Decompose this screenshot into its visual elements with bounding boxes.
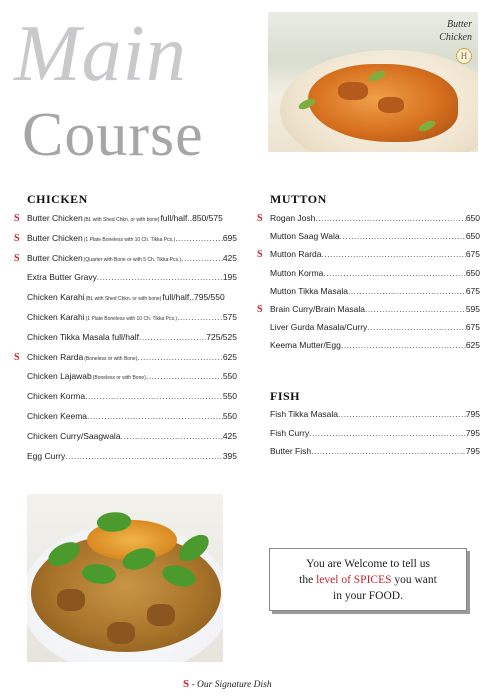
signature-mark: S — [257, 249, 263, 261]
curry-bowl-photo — [27, 494, 223, 662]
item-price: 395 — [222, 450, 237, 461]
item-name: Extra Butter Gravy — [27, 272, 97, 283]
menu-item — [27, 431, 237, 445]
menu-title-main: Main — [14, 10, 187, 98]
item-note: (BL with Shed Chkn. or with bone) — [83, 217, 160, 223]
menu-item — [27, 312, 237, 326]
notice-line-2-pre: the — [299, 574, 317, 586]
item-price: 650 — [465, 231, 480, 242]
item-price: 550 — [222, 391, 237, 402]
item-price: 595 — [465, 304, 480, 314]
menu-item — [27, 371, 237, 385]
item-price: 425 — [222, 252, 237, 263]
dot-leader — [323, 268, 465, 278]
mutton-section — [257, 192, 480, 362]
menu-item — [270, 409, 480, 423]
item-name: Fish Curry — [270, 427, 310, 438]
item-name: Chicken Rarda — [27, 351, 84, 362]
chicken-section-title: CHICKEN — [27, 192, 88, 206]
item-price: 195 — [222, 272, 237, 283]
item-name: Chicken Tikka Masala full/half — [27, 331, 139, 342]
item-price: 795 — [465, 446, 480, 456]
item-name: Chicken Korma — [27, 391, 86, 402]
notice-line-3: in your FOOD. — [333, 590, 403, 602]
meat-piece — [107, 622, 135, 644]
menu-item — [257, 213, 480, 227]
dot-leader — [322, 249, 466, 259]
item-name: Chicken Lajawab — [27, 371, 92, 382]
signature-mark: S — [257, 304, 263, 315]
item-price: 650 — [465, 267, 480, 278]
caption-line-2: Chicken — [439, 32, 472, 43]
item-note: (Boneless or with Bone) — [84, 355, 138, 362]
item-note: (Boneless or with Bone) — [92, 375, 146, 382]
dot-leader — [315, 213, 465, 223]
dot-leader — [87, 411, 223, 421]
dot-leader — [365, 304, 466, 314]
menu-item — [14, 252, 237, 267]
meat-piece — [57, 589, 85, 611]
mutton-section-title: MUTTON — [270, 192, 327, 206]
item-price: 795 — [465, 409, 480, 419]
menu-item — [27, 332, 237, 346]
dot-leader — [65, 451, 223, 461]
menu-item — [270, 268, 480, 282]
dot-leader — [309, 428, 466, 438]
dot-leader — [139, 332, 206, 342]
dot-leader — [175, 233, 223, 243]
item-name: Liver Gurda Masala/Curry — [270, 322, 368, 333]
item-name: Butter Chicken — [27, 213, 83, 223]
item-name: Mutton Saag Wala — [270, 231, 340, 242]
item-price: 725/525 — [206, 331, 237, 342]
item-price: 795 — [465, 427, 480, 438]
menu-item — [27, 292, 237, 306]
item-name: Mutton Korma — [270, 267, 324, 278]
menu-item — [27, 411, 237, 425]
dot-leader — [146, 371, 223, 381]
menu-item — [257, 249, 480, 263]
signature-mark: S — [14, 252, 20, 264]
notice-highlight: level of SPICES — [316, 574, 392, 586]
menu-item — [270, 286, 480, 300]
menu-item — [270, 428, 480, 442]
item-name: Chicken Karahi — [27, 312, 85, 322]
chicken-section — [14, 192, 237, 482]
dot-leader — [181, 253, 223, 263]
item-name: Rogan Josh — [270, 213, 316, 223]
signature-mark: S — [183, 678, 190, 690]
item-name: Butter Fish — [270, 446, 312, 456]
notice-line-2-post: you want — [391, 574, 437, 586]
dot-leader — [121, 431, 223, 441]
spice-level-notice — [269, 548, 467, 611]
signature-mark: S — [257, 213, 263, 224]
menu-item — [14, 213, 237, 227]
menu-item — [27, 272, 237, 286]
dot-leader — [97, 272, 223, 282]
chicken-piece — [338, 82, 368, 100]
menu-title-course: Course — [22, 101, 204, 169]
dot-leader — [137, 352, 222, 362]
item-price: 675 — [465, 249, 480, 260]
signature-mark: S — [14, 232, 20, 244]
menu-item — [270, 446, 480, 460]
item-price: 650 — [465, 213, 480, 223]
item-name: Egg Curry — [27, 450, 66, 461]
item-price: 550 — [222, 411, 237, 421]
logo-badge: H — [456, 48, 472, 64]
photo-caption — [412, 18, 472, 64]
butter-chicken-photo — [268, 12, 478, 152]
item-name: Chicken Karahi — [27, 292, 85, 303]
fish-section — [270, 389, 480, 469]
menu-item — [14, 232, 237, 247]
menu-item — [270, 340, 480, 354]
menu-item — [14, 351, 237, 366]
dot-leader — [341, 340, 466, 350]
item-price: 550 — [222, 371, 237, 382]
item-portion: full/half.. — [162, 292, 194, 303]
menu-item — [27, 451, 237, 465]
dot-leader — [177, 312, 223, 322]
signature-legend — [183, 678, 333, 692]
item-price: 575 — [222, 312, 237, 322]
item-price: 695 — [222, 232, 237, 243]
item-note: (BL with Shed Chkn. or with bone) — [85, 296, 162, 303]
dot-leader — [338, 409, 466, 419]
item-name: Butter Chicken — [27, 232, 83, 243]
item-name: Butter Chicken — [27, 252, 83, 263]
item-name: Chicken Curry/Saagwala — [27, 430, 121, 441]
menu-item — [257, 304, 480, 318]
item-price: 625 — [465, 340, 480, 351]
dot-leader — [348, 286, 466, 296]
item-name: Fish Tikka Masala — [270, 409, 339, 419]
menu-item — [27, 391, 237, 405]
signature-mark: S — [14, 213, 20, 224]
item-portion: full/half.. — [160, 213, 193, 223]
item-note: (1 Plate Boneless with 10 Ch. Tikka Pcs.) — [83, 236, 176, 243]
caption-line-1: Butter — [447, 19, 472, 30]
signature-mark: S — [14, 351, 20, 363]
menu-item — [270, 322, 480, 336]
dot-leader — [311, 446, 466, 456]
item-name: Chicken Keema — [27, 411, 88, 421]
item-name: Mutton Tikka Masala — [270, 285, 348, 296]
notice-line-2 — [270, 572, 466, 588]
item-price: 795/550 — [193, 292, 225, 303]
item-price: 675 — [465, 285, 480, 296]
item-price: 675 — [465, 322, 480, 333]
item-note: (1 Plate Boneless with 10 Ch. Tikka Pcs.) — [85, 316, 178, 322]
menu-item — [270, 231, 480, 245]
item-name: Keema Mutter/Egg — [270, 340, 341, 351]
dot-leader — [340, 231, 466, 241]
item-price: 850/575 — [192, 213, 223, 223]
meat-piece — [147, 604, 175, 626]
item-price: 625 — [222, 351, 237, 362]
dot-leader — [85, 391, 223, 401]
item-name: Mutton Rarda — [270, 249, 322, 260]
item-name: Brain Curry/Brain Masala — [270, 304, 365, 314]
dot-leader — [367, 322, 466, 332]
notice-line-1: You are Welcome to tell us — [306, 558, 430, 570]
item-price: 425 — [222, 430, 237, 441]
chicken-piece — [378, 97, 404, 113]
item-note: (Quarter with Bone or with 5 Ch. Tikka Pcs.) — [83, 256, 182, 263]
fish-section-title: FISH — [270, 389, 301, 403]
legend-text: - Our Signature Dish — [189, 680, 272, 690]
